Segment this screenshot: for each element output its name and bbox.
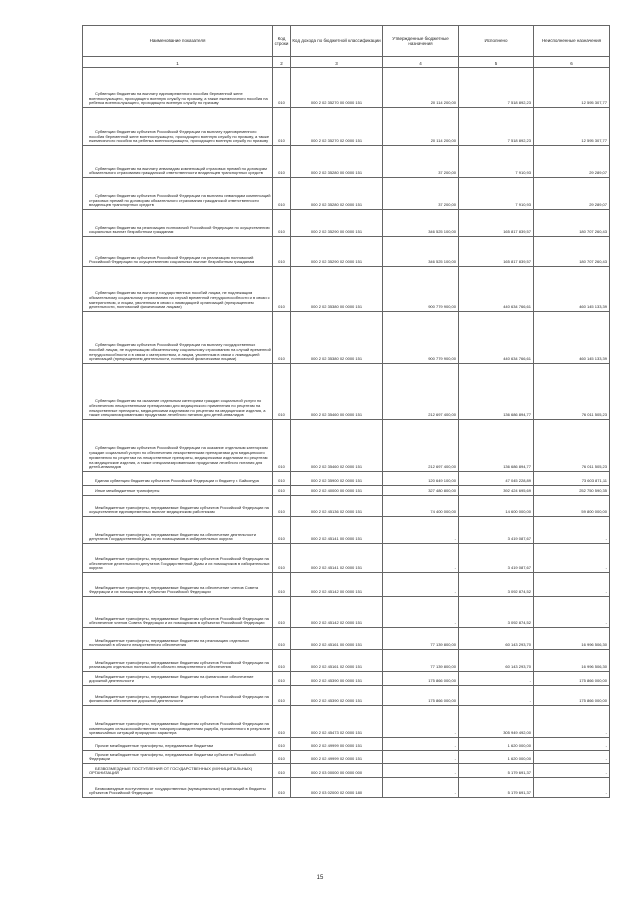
row-name (83, 778, 273, 798)
row-executed: 3 419 087,67 (459, 544, 534, 573)
row-unexecuted: 59 800 000,00 (534, 496, 610, 517)
row-name-text: БЕЗВОЗМЕЗДНЫЕ ПОСТУПЛЕНИЯ ОТ ГОСУДАРСТВЕННЫХ (МУНИЦИПАЛЬНЫХ) ОРГАНИЗАЦИЙ (89, 765, 253, 776)
row-budget-code: 000 2 02 35290 00 0000 151 (291, 210, 383, 237)
column-number: 1 (83, 57, 273, 68)
row-line-code: 010 (273, 486, 291, 496)
row-name-text: Межбюджетные трансферты, передаваемые бюджетам субъектов Российской Федерации на обеспечение деятельности депутатов Государственной Думы и их помощников в избирательных округах (89, 555, 270, 571)
table-row (83, 764, 610, 778)
column-number: 5 (459, 57, 534, 68)
row-budget-code: 000 2 02 45141 02 0000 151 (291, 544, 383, 573)
row-budget-code: 000 2 02 49999 00 0000 151 (291, 738, 383, 751)
row-approved: - (383, 706, 459, 738)
row-approved: - (383, 597, 459, 628)
row-name-text: Межбюджетные трансферты, передаваемые бюджетам субъектов Российской Федерации на реализацию отдельных полномочий в области лекарственного обеспечения (89, 659, 269, 670)
row-executed: - (459, 686, 534, 706)
row-budget-code: 000 2 02 45161 00 0000 151 (291, 628, 383, 650)
row-unexecuted: 29 289,07 (534, 178, 610, 210)
row-name-text: Субвенции бюджетам на реализацию полномочий Российской Федерации по осуществлению социальных выплат безработным гражданам (89, 224, 270, 235)
row-line-code: 010 (273, 672, 291, 686)
row-name-text: Субвенции бюджетам субъектов Российской Федерации на выплаты инвалидам компенсаций страховых премий по договорам обязательного страхования гражданской ответственности владельцев транспортных средств (89, 192, 271, 208)
row-unexecuted: - (534, 751, 610, 764)
row-budget-code: 000 2 03 02000 02 0000 180 (291, 778, 383, 798)
row-executed: 3 419 087,67 (459, 517, 534, 544)
row-unexecuted: 175 866 000,00 (534, 672, 610, 686)
column-number-row (83, 57, 610, 68)
table-row (83, 267, 610, 312)
table-row (83, 686, 610, 706)
row-unexecuted: 76 011 505,23 (534, 364, 610, 420)
row-unexecuted: 460 145 133,39 (534, 267, 610, 312)
row-name (83, 686, 273, 706)
row-unexecuted: - (534, 778, 610, 798)
row-unexecuted: 180 707 260,43 (534, 237, 610, 267)
row-approved: 900 779 900,00 (383, 312, 459, 364)
row-budget-code: 000 2 03 00000 00 0000 000 (291, 764, 383, 778)
row-executed: 7 910,93 (459, 146, 534, 178)
row-name (83, 472, 273, 486)
row-name-text: Субвенции бюджетам на выплату единовременного пособия беременной жене военнослужащего, проходящего военную службу по призыву, а также ежемесячного пособия на ребенка военнослужащего, проходящего военную службу по призыву (89, 90, 268, 106)
row-budget-code: 000 2 02 45142 00 0000 151 (291, 573, 383, 597)
row-line-code: 010 (273, 628, 291, 650)
row-budget-code: 000 2 02 35280 00 0000 151 (291, 146, 383, 178)
row-budget-code: 000 2 02 35270 02 0000 151 (291, 108, 383, 146)
row-unexecuted: - (534, 517, 610, 544)
row-approved: - (383, 751, 459, 764)
row-name-text: Единая субвенция бюджетам субъектов Российской Федерации и бюджету г. Байконура (95, 478, 259, 484)
row-line-code: 010 (273, 778, 291, 798)
row-name (83, 267, 273, 312)
row-line-code: 010 (273, 544, 291, 573)
row-executed: 136 686 894,77 (459, 364, 534, 420)
row-unexecuted: 460 145 133,39 (534, 312, 610, 364)
row-executed: 3 092 874,52 (459, 573, 534, 597)
row-approved: - (383, 573, 459, 597)
table-row (83, 312, 610, 364)
row-budget-code: 000 2 02 45161 02 0000 151 (291, 650, 383, 672)
row-name-text: Иные межбюджетные трансферты (95, 488, 160, 494)
row-name (83, 312, 273, 364)
row-unexecuted: 175 866 000,00 (534, 686, 610, 706)
row-executed: 440 634 766,61 (459, 267, 534, 312)
table-header-row (83, 26, 610, 57)
row-name-text: Межбюджетные трансферты, передаваемые бюджетам субъектов Российской Федерации на осуществление единовременных выплат медицинским работникам (89, 504, 269, 515)
row-line-code: 010 (273, 597, 291, 628)
row-executed: 392 424 695,69 (459, 486, 534, 496)
row-name-text: Субвенции бюджетам субъектов Российской Федерации на реализацию полномочий Российской Федерации по осуществлению социальных выплат безработным гражданам (89, 254, 255, 265)
row-executed: 60 143 293,70 (459, 628, 534, 650)
row-budget-code: 000 2 02 35290 02 0000 151 (291, 237, 383, 267)
row-approved: - (383, 764, 459, 778)
row-approved: 900 779 900,00 (383, 267, 459, 312)
row-name-text: Субвенции бюджетам на выплату инвалидам компенсаций страховых премий по договорам обязательного страхования гражданской ответственности владельцев транспортных средств (89, 165, 267, 176)
table-row (83, 420, 610, 472)
row-executed: 136 686 894,77 (459, 420, 534, 472)
table-row (83, 597, 610, 628)
row-approved: - (383, 778, 459, 798)
row-budget-code: 000 2 02 45142 02 0000 151 (291, 597, 383, 628)
header-executed: Исполнено (459, 26, 534, 57)
row-approved: - (383, 517, 459, 544)
row-line-code: 010 (273, 267, 291, 312)
row-approved: 120 649 100,00 (383, 472, 459, 486)
row-approved: 212 697 400,00 (383, 420, 459, 472)
row-name-text: Межбюджетные трансферты, передаваемые бюджетам на обеспечение членов Совета Федерации и их помощников в субъектах Российской Федерации (89, 584, 259, 595)
row-name-text: Межбюджетные трансферты, передаваемые бюджетам на обеспечение деятельности депутатов Государственной Думы и их помощников в избирательных округах (89, 531, 256, 542)
row-approved: 212 697 400,00 (383, 364, 459, 420)
row-unexecuted: 16 996 506,30 (534, 650, 610, 672)
row-budget-code: 000 2 02 35900 02 0000 151 (291, 472, 383, 486)
row-line-code: 010 (273, 312, 291, 364)
row-name (83, 628, 273, 650)
row-line-code: 010 (273, 496, 291, 517)
table-row (83, 672, 610, 686)
header-indicator-name: Наименование показателя (83, 26, 273, 57)
row-line-code: 010 (273, 706, 291, 738)
row-name (83, 650, 273, 672)
row-unexecuted: - (534, 573, 610, 597)
row-executed: 14 600 000,00 (459, 496, 534, 517)
row-approved: 346 525 100,00 (383, 210, 459, 237)
row-name (83, 108, 273, 146)
row-executed: 7 910,93 (459, 178, 534, 210)
column-number: 2 (273, 57, 291, 68)
table-row (83, 146, 610, 178)
row-name-text: Межбюджетные трансферты, передаваемые бюджетам на реализацию отдельных полномочий в области лекарственного обеспечения (89, 637, 250, 648)
row-name-text: Межбюджетные трансферты, передаваемые бюджетам субъектов Российской Федерации на обеспечение членов Совета Федерации и их помощников в субъектах Российской Федерации (89, 615, 269, 626)
row-line-code: 010 (273, 108, 291, 146)
row-line-code: 010 (273, 650, 291, 672)
table-row (83, 573, 610, 597)
row-name (83, 544, 273, 573)
row-name-text: Субвенции бюджетам субъектов Российской Федерации на оказание отдельным категориям граждан социальной услуги по обеспечению лекарственными препаратами для медицинского применения по рецептам на лекарственные препараты, медицинскими изделиями по рецептам на медицинские изделия, а также специализированными продуктами лечебного питания для детей-инвалидов (89, 445, 268, 470)
row-name-text: Межбюджетные трансферты, передаваемые бюджетам на финансовое обеспечение дорожной деятельности (89, 673, 254, 684)
row-unexecuted: - (534, 544, 610, 573)
row-executed: 5 179 691,37 (459, 764, 534, 778)
row-name (83, 597, 273, 628)
row-budget-code: 000 2 02 35270 00 0000 151 (291, 68, 383, 108)
row-line-code: 010 (273, 364, 291, 420)
row-name (83, 764, 273, 778)
table-row (83, 496, 610, 517)
row-name (83, 517, 273, 544)
row-unexecuted: - (534, 706, 610, 738)
row-name (83, 178, 273, 210)
row-executed: 1 620 000,00 (459, 751, 534, 764)
row-executed: 7 518 892,23 (459, 108, 534, 146)
row-budget-code: 000 2 02 45136 02 0000 151 (291, 496, 383, 517)
row-unexecuted: 12 595 307,77 (534, 108, 610, 146)
table-row (83, 628, 610, 650)
row-name-text: Субвенции бюджетам субъектов Российской Федерации на выплату единовременного пособия беременной жене военнослужащего, проходящего военную службу по призыву, а также ежемесячного пособия на ребенка военнослужащего, проходящего военную службу по призыву (89, 128, 270, 144)
row-name-text: Безвозмездные поступления от государственных (муниципальных) организаций в бюджеты субъектов Российской Федерации (89, 785, 266, 796)
row-budget-code: 000 2 02 35460 02 0000 151 (291, 420, 383, 472)
row-name-text: Субвенции бюджетам субъектов Российской Федерации на выплату государственных пособий лицам, не подлежащим обязательному социальному страхованию на случай временной нетрудоспособности и в связи с материнством, и лицам, уволенным в связи с ликвидацией организаций (прекращением деятельности, полномочий физическими лицами) (89, 342, 271, 362)
row-approved: 37 200,00 (383, 146, 459, 178)
row-name (83, 573, 273, 597)
row-executed: 3 092 874,52 (459, 597, 534, 628)
row-name (83, 364, 273, 420)
row-executed: 305 949 492,00 (459, 706, 534, 738)
header-unexecuted: Неисполненные назначения (534, 26, 610, 57)
report-table-container (82, 25, 609, 798)
table-row (83, 472, 610, 486)
row-executed: 165 817 839,57 (459, 210, 534, 237)
table-row (83, 364, 610, 420)
row-approved: 77 139 800,00 (383, 628, 459, 650)
table-row (83, 517, 610, 544)
row-name (83, 751, 273, 764)
row-executed: 60 143 293,70 (459, 650, 534, 672)
table-row (83, 486, 610, 496)
table-row (83, 650, 610, 672)
table-row (83, 738, 610, 751)
row-budget-code: 000 2 02 35460 00 0000 151 (291, 364, 383, 420)
row-budget-code: 000 2 02 49999 02 0000 151 (291, 751, 383, 764)
row-approved: - (383, 544, 459, 573)
row-unexecuted: 73 603 871,11 (534, 472, 610, 486)
table-row (83, 778, 610, 798)
row-line-code: 010 (273, 68, 291, 108)
table-row (83, 178, 610, 210)
row-executed: 1 620 000,00 (459, 738, 534, 751)
row-unexecuted: 252 750 590,35 (534, 486, 610, 496)
row-unexecuted: - (534, 738, 610, 751)
row-name-text: Межбюджетные трансферты, передаваемые бюджетам субъектов Российской Федерации на компенсацию сельскохозяйственным товаропроизводителям ущерба, причиненного в результате чрезвычайных ситуаций природного характера (89, 720, 271, 736)
column-number: 4 (383, 57, 459, 68)
row-approved: 20 114 200,00 (383, 68, 459, 108)
row-budget-code: 000 2 02 45390 02 0000 151 (291, 686, 383, 706)
row-line-code: 010 (273, 178, 291, 210)
row-line-code: 010 (273, 686, 291, 706)
row-executed: 440 634 766,61 (459, 312, 534, 364)
row-name (83, 68, 273, 108)
row-approved: 20 114 200,00 (383, 108, 459, 146)
row-approved: 77 139 800,00 (383, 650, 459, 672)
row-unexecuted: 16 996 506,30 (534, 628, 610, 650)
row-executed: 47 045 228,89 (459, 472, 534, 486)
row-unexecuted: 29 289,07 (534, 146, 610, 178)
row-name-text: Субвенции бюджетам на выплату государственных пособий лицам, не подлежащим обязательному социальному страхованию на случай временной нетрудоспособности и в связи с материнством, и лицам, уволенным в связи с ликвидацией организаций (прекращением деятельности, полномочий физическими лицами) (89, 290, 270, 310)
row-name-text: Межбюджетные трансферты, передаваемые бюджетам субъектов Российской Федерации на финансовое обеспечение дорожной деятельности (89, 693, 269, 704)
row-name-text: Прочие межбюджетные трансферты, передаваемые бюджетам субъектов Российской Федерации (89, 751, 256, 762)
row-line-code: 010 (273, 210, 291, 237)
table-row (83, 544, 610, 573)
row-unexecuted: - (534, 597, 610, 628)
row-executed: 7 518 892,23 (459, 68, 534, 108)
row-approved: 175 866 000,00 (383, 672, 459, 686)
row-line-code: 010 (273, 764, 291, 778)
row-budget-code: 000 2 02 35380 02 0000 151 (291, 312, 383, 364)
row-budget-code: 000 2 02 45473 02 0000 151 (291, 706, 383, 738)
column-number: 6 (534, 57, 610, 68)
row-line-code: 010 (273, 420, 291, 472)
table-row (83, 210, 610, 237)
table-row (83, 751, 610, 764)
row-budget-code: 000 2 02 40000 00 0000 151 (291, 486, 383, 496)
header-approved: Утвержденные бюджетные назначения (383, 26, 459, 57)
row-name (83, 146, 273, 178)
row-name (83, 672, 273, 686)
row-approved: 74 400 000,00 (383, 496, 459, 517)
row-line-code: 010 (273, 237, 291, 267)
header-line-code: Код строки (273, 26, 291, 57)
header-budget-code: Код дохода по бюджетной классификации (291, 26, 383, 57)
row-name (83, 210, 273, 237)
row-executed: 5 179 691,37 (459, 778, 534, 798)
row-approved: 175 866 000,00 (383, 686, 459, 706)
row-executed: 165 817 839,57 (459, 237, 534, 267)
row-budget-code: 000 2 02 45141 00 0000 151 (291, 517, 383, 544)
row-line-code: 010 (273, 472, 291, 486)
row-unexecuted: 12 595 307,77 (534, 68, 610, 108)
row-line-code: 010 (273, 517, 291, 544)
row-budget-code: 000 2 02 35380 00 0000 151 (291, 267, 383, 312)
row-name (83, 738, 273, 751)
row-approved: 37 200,00 (383, 178, 459, 210)
budget-execution-table (82, 25, 610, 798)
row-executed: - (459, 672, 534, 686)
table-row (83, 237, 610, 267)
row-name-text: Субвенции бюджетам на оказание отдельным категориям граждан социальной услуги по обеспечению лекарственными препаратами для медицинского применения по рецептам на лекарственные препараты, медицинскими изделиями по рецептам на медицинские изделия, а также специализированными продуктами лечебного питания для детей-инвалидов (89, 398, 266, 418)
row-approved: 327 480 800,00 (383, 486, 459, 496)
row-name (83, 706, 273, 738)
table-body (83, 68, 610, 798)
row-unexecuted: - (534, 764, 610, 778)
row-name (83, 420, 273, 472)
row-line-code: 010 (273, 573, 291, 597)
row-name (83, 486, 273, 496)
row-budget-code: 000 2 02 35280 02 0000 151 (291, 178, 383, 210)
table-row (83, 68, 610, 108)
row-unexecuted: 76 011 505,23 (534, 420, 610, 472)
row-name-text: Прочие межбюджетные трансферты, передаваемые бюджетам (95, 743, 214, 749)
row-approved: 346 525 100,00 (383, 237, 459, 267)
row-line-code: 010 (273, 751, 291, 764)
row-line-code: 010 (273, 146, 291, 178)
page-number: 15 (316, 875, 324, 881)
column-number: 3 (291, 57, 383, 68)
row-unexecuted: 180 707 260,43 (534, 210, 610, 237)
row-approved: - (383, 738, 459, 751)
row-name (83, 496, 273, 517)
row-budget-code: 000 2 02 45390 00 0000 151 (291, 672, 383, 686)
row-name (83, 237, 273, 267)
table-row (83, 108, 610, 146)
row-line-code: 010 (273, 738, 291, 751)
table-row (83, 706, 610, 738)
